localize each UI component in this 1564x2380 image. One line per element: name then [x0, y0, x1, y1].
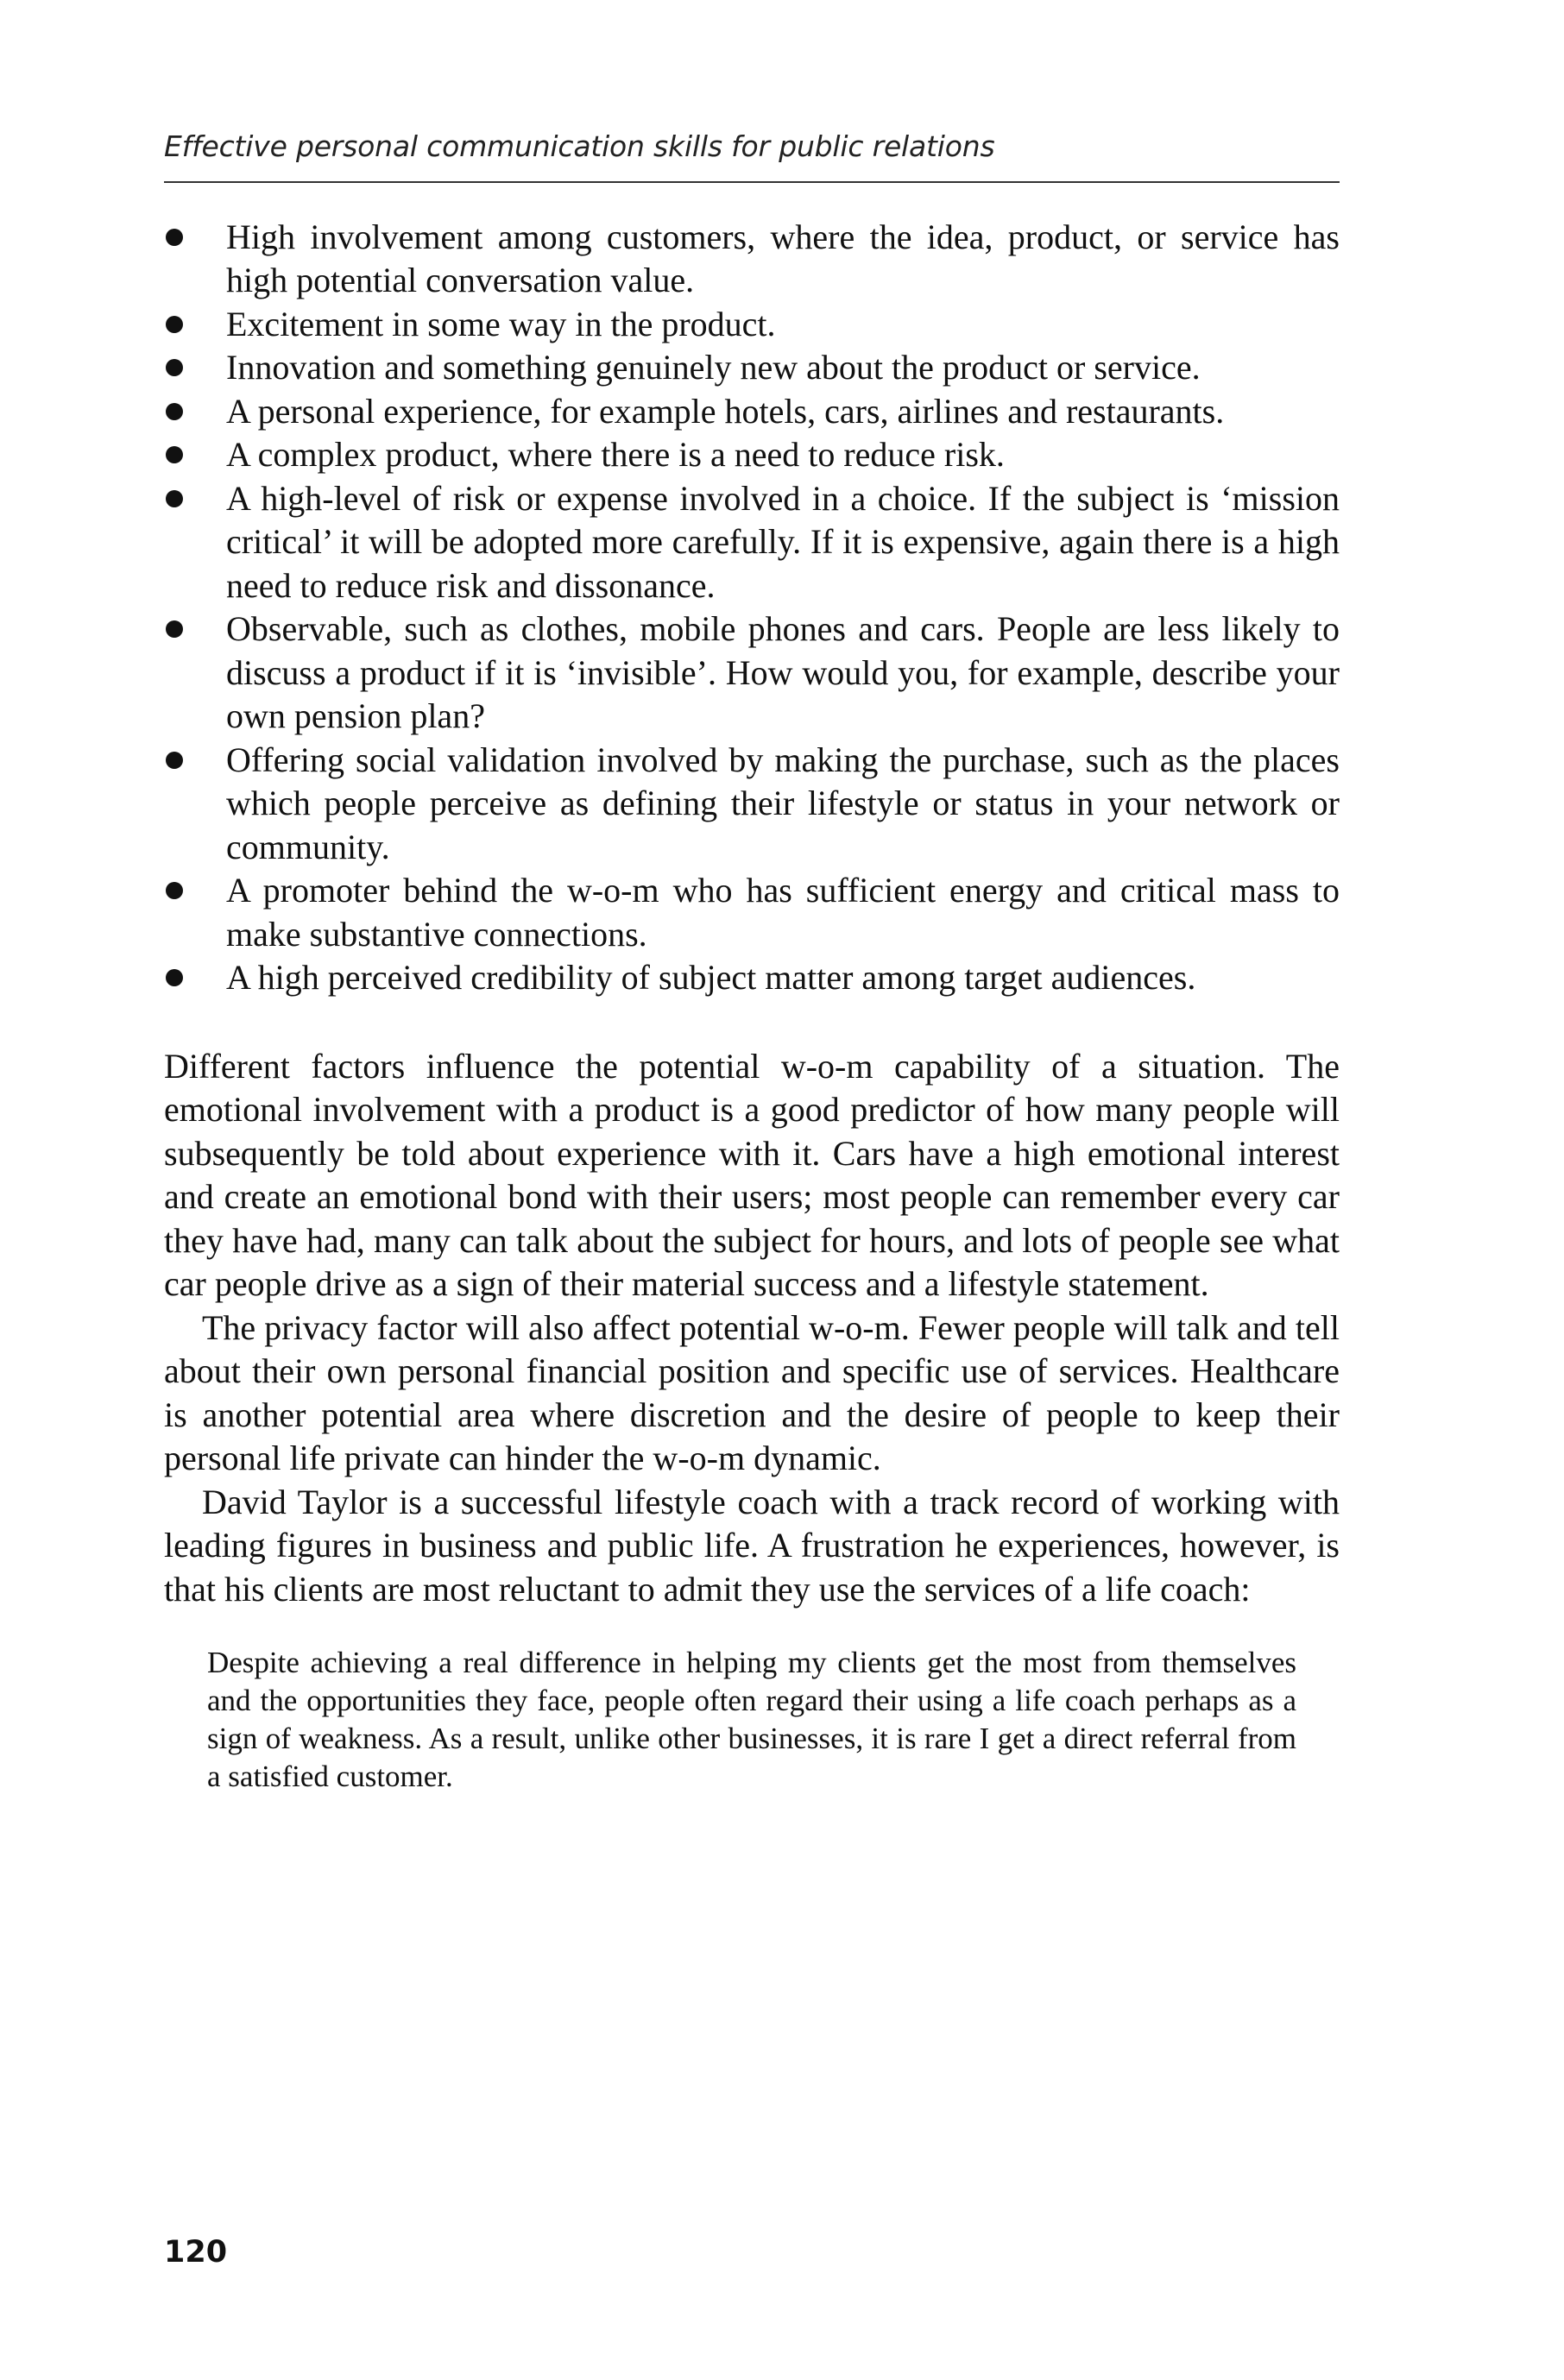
page-number: 120 — [164, 2235, 228, 2270]
list-item-text: A promoter behind the w-o-m who has sufficient energy and critical mass to make substantive connections. — [226, 871, 1340, 954]
list-item — [164, 477, 1340, 608]
list-item — [164, 216, 1340, 303]
running-head: Effective personal communication skills for public relations — [164, 129, 1340, 183]
bullet-icon — [166, 403, 183, 420]
list-item-text: Offering social validation involved by making the purchase, such as the places which people perceive as defining their lifestyle or status in your network or community. — [226, 740, 1340, 866]
block-quote: Despite achieving a real difference in helping my clients get the most from themselves and the opportunities they face, people often regard their using a life coach perhaps as a sign of weakness. As a result, unlike other businesses, it is rare I get a direct referral from a satisfied customer. — [207, 1646, 1296, 1794]
list-item — [164, 956, 1340, 1000]
list-item-text: A high perceived credibility of subject matter among target audiences. — [226, 958, 1196, 998]
bullet-icon — [166, 490, 183, 507]
bullet-icon — [166, 316, 183, 333]
list-item — [164, 346, 1340, 390]
list-item-text: A high-level of risk or expense involved in a choice. If the subject is ‘mission critical’ it will be adopted more carefully. If it is expensive, again there is a high need to reduce risk and dissonance. — [226, 478, 1340, 605]
list-item-text: Innovation and something genuinely new about the product or service. — [226, 348, 1201, 387]
list-item-text: A complex product, where there is a need to reduce risk. — [226, 435, 1005, 475]
list-item — [164, 433, 1340, 477]
list-item-text: A personal experience, for example hotels, cars, airlines and restaurants. — [226, 391, 1225, 431]
body-text — [164, 1045, 1340, 1612]
list-item — [164, 739, 1340, 870]
list-item — [164, 303, 1340, 347]
bullet-list — [164, 216, 1340, 1000]
book-page — [164, 129, 1340, 2339]
list-item-text: Observable, such as clothes, mobile phones and cars. People are less likely to discuss a product if it is ‘invisible’. How would you, for example, describe your own pension plan? — [226, 609, 1340, 736]
body-paragraph: Different factors influence the potential w-o-m capability of a situation. The emotional involvement with a product is a good predictor of how many people will subsequently be told about experience with it. Cars have a high emotional interest and create an emotional bond with their users; most people can remember every car they have had, many can talk about the subject for hours, and lots of people see what car people drive as a sign of their material success and a lifestyle statement. — [164, 1046, 1340, 1304]
body-paragraph: The privacy factor will also affect potential w-o-m. Fewer people will talk and tell about their own personal financial position and specific use of services. Healthcare is another potential area where discretion and the desire of people to keep their personal life private can hinder the w-o-m dynamic. — [164, 1307, 1340, 1478]
body-paragraph: David Taylor is a successful lifestyle coach with a track record of working with leading figures in business and public life. A frustration he experiences, however, is that his clients are most reluctant to admit they use the services of a life coach: — [164, 1482, 1340, 1609]
list-item — [164, 869, 1340, 956]
list-item-text: High involvement among customers, where the idea, product, or service has high potential conversation value. — [226, 217, 1340, 300]
bullet-icon — [166, 969, 183, 986]
bullet-icon — [166, 359, 183, 376]
bullet-icon — [166, 229, 183, 246]
bullet-icon — [166, 752, 183, 769]
list-item-text: Excitement in some way in the product. — [226, 304, 776, 343]
bullet-icon — [166, 620, 183, 638]
list-item — [164, 608, 1340, 739]
list-item — [164, 390, 1340, 434]
bullet-icon — [166, 446, 183, 463]
bullet-icon — [166, 882, 183, 899]
